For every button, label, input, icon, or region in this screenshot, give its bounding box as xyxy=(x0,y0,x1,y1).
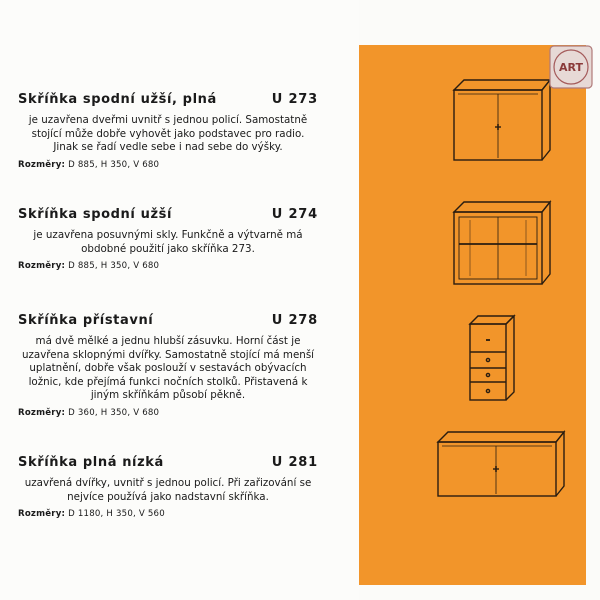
dimensions-label: Rozměry: xyxy=(18,509,66,519)
product-description: uzavřená dvířky, uvnitř s jednou policí. Při zařizování se nejvíce používá jako nadstavní skříňka. xyxy=(24,477,312,503)
cabinet-u274-illustration xyxy=(446,196,556,290)
product-title: Skříňka spodní užší xyxy=(18,207,173,222)
product-title: Skříňka plná nízká xyxy=(18,455,164,470)
product-entry-u274 xyxy=(18,207,318,271)
dimensions-value: D 885, H 350, V 680 xyxy=(68,261,160,271)
product-entry-u273 xyxy=(18,92,318,170)
product-entry-u281 xyxy=(18,455,318,519)
product-description: je uzavřena posuvnými skly. Funkčně a výtvarně má obdobné použití jako skříňka 273. xyxy=(33,229,303,255)
art-logo-icon xyxy=(548,44,594,90)
product-code: U 278 xyxy=(271,313,318,328)
cabinet-u273-illustration xyxy=(446,74,556,164)
product-dimensions xyxy=(18,509,318,519)
dimensions-value: D 885, H 350, V 680 xyxy=(68,159,160,170)
product-title: Skříňka spodní užší, plná xyxy=(18,92,217,107)
product-title: Skříňka přístavní xyxy=(18,313,154,328)
cabinet-u281-illustration xyxy=(430,428,570,500)
dimensions-value: D 360, H 350, V 680 xyxy=(68,407,160,418)
product-code: U 273 xyxy=(271,92,318,107)
cabinet-u278-illustration xyxy=(460,312,520,404)
dimensions-label: Rozměry: xyxy=(18,407,66,418)
product-description: je uzavřena dveřmi uvnitř s jednou policí. Samostatně stojící může dobře vyhovět jako podstavec pro radio. Jinak se řadí vedle sebe i nad sebe do výšky. xyxy=(28,114,308,153)
product-code: U 274 xyxy=(271,207,318,222)
dimensions-label: Rozměry: xyxy=(18,159,66,170)
logo-text: ART xyxy=(559,61,583,74)
dimensions-label: Rozměry: xyxy=(18,261,66,271)
product-dimensions xyxy=(18,408,318,418)
product-dimensions xyxy=(18,160,318,170)
dimensions-value: D 1180, H 350, V 560 xyxy=(68,509,165,519)
product-entry-u278 xyxy=(18,313,318,418)
product-dimensions xyxy=(18,261,318,271)
product-description: má dvě mělké a jednu hlubší zásuvku. Horní část je uzavřena sklopnými dvířky. Samostatně stojící má menší uplatnění, dobře však poslouží v sestavách obývacích ložnic, kde přejímá funkci nočních stolků. Přistavená k jiným skříňkám působí pěkně. xyxy=(21,335,315,401)
product-code: U 281 xyxy=(271,455,318,470)
